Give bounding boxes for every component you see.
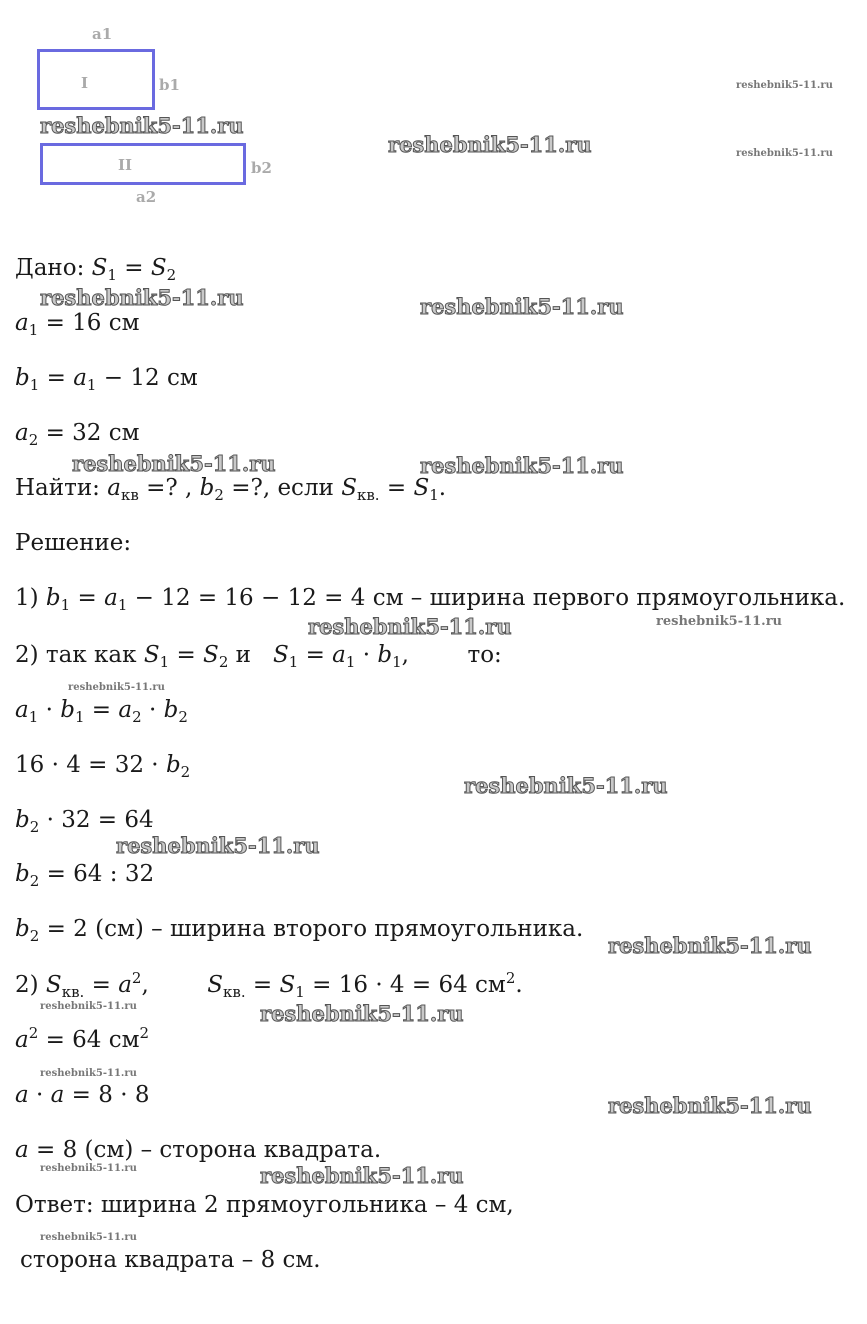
equation-line: $a^2 = 64$ $см^2$ (15, 1024, 150, 1053)
watermark: reshebnik5-11.ru (736, 80, 833, 91)
watermark: reshebnik5-11.ru (40, 1163, 137, 1174)
step-1: 1) $b_1 = a_1 - 12 = 16 - 12 = 4$ см – ширина первого прямоугольника. (15, 585, 846, 614)
watermark: reshebnik5-11.ru (72, 451, 276, 476)
watermark: reshebnik5-11.ru (40, 1068, 137, 1079)
rectangle-1-label: I (81, 74, 89, 92)
step-3: 2) $S_{кв.} = a^2$, $S_{кв.} = S_1 = 16 \cdot 4 = 64$ $см^2$. (15, 969, 523, 1001)
given-a2: $a_2 = 32$ см (15, 420, 140, 449)
equation-line: a · a = 8 · 8 (15, 1082, 150, 1108)
watermark: reshebnik5-11.ru (388, 132, 592, 157)
step-2: 2) так как $S_1 = S_2$ и $S_1 = a_1 \cdot b_1$, то: (15, 642, 502, 671)
watermark: reshebnik5-11.ru (40, 1232, 137, 1243)
result-b2: $b_2 = 2$ (см) – ширина второго прямоугольника. (15, 916, 584, 945)
watermark: reshebnik5-11.ru (736, 148, 833, 159)
solution-heading: Решение: (15, 530, 132, 556)
given-b1: $b_1 = a_1 - 12$ см (15, 365, 198, 394)
find-line: Найти: $a_{кв}$ =? , $b_2$ =?, если $S_{кв.} = S_1$. (15, 475, 447, 504)
given-a1: $a_1 = 16$ см (15, 310, 140, 339)
equation-line: $b_2 = 64$ : 32 (15, 861, 155, 890)
watermark: reshebnik5-11.ru (260, 1001, 464, 1026)
equation-line: $b_2 \cdot 32 = 64$ (15, 807, 154, 836)
watermark: reshebnik5-11.ru (308, 614, 512, 639)
watermark: reshebnik5-11.ru (116, 833, 320, 858)
watermark: reshebnik5-11.ru (656, 614, 783, 629)
rectangle-1 (37, 49, 155, 110)
given-line: Дано: $S_1 = S_2$ (15, 255, 177, 284)
label-a1: a1 (92, 25, 113, 43)
label-b2: b2 (251, 159, 272, 177)
watermark: reshebnik5-11.ru (420, 453, 624, 478)
watermark: reshebnik5-11.ru (608, 1093, 812, 1118)
rectangle-2-label: II (118, 156, 133, 174)
watermark: reshebnik5-11.ru (464, 773, 668, 798)
watermark: reshebnik5-11.ru (260, 1163, 464, 1188)
watermark: reshebnik5-11.ru (40, 285, 244, 310)
answer-line-1: Ответ: ширина 2 прямоугольника – 4 см, (15, 1192, 514, 1218)
equation-line: $16 \cdot 4 = 32 \cdot b_2$ (15, 752, 191, 781)
answer-line-2: сторона квадрата – 8 см. (20, 1247, 321, 1273)
watermark: reshebnik5-11.ru (68, 682, 165, 693)
rectangle-2 (40, 143, 246, 185)
watermark: reshebnik5-11.ru (40, 1001, 137, 1012)
label-a2: a2 (136, 188, 157, 206)
watermark: reshebnik5-11.ru (420, 294, 624, 319)
label-b1: b1 (159, 76, 180, 94)
watermark: reshebnik5-11.ru (608, 933, 812, 958)
equation-line: $a_1 \cdot b_1 = a_2 \cdot b_2$ (15, 697, 188, 726)
watermark: reshebnik5-11.ru (40, 113, 244, 138)
result-a: a = 8 (см) – сторона квадрата. (15, 1137, 382, 1163)
